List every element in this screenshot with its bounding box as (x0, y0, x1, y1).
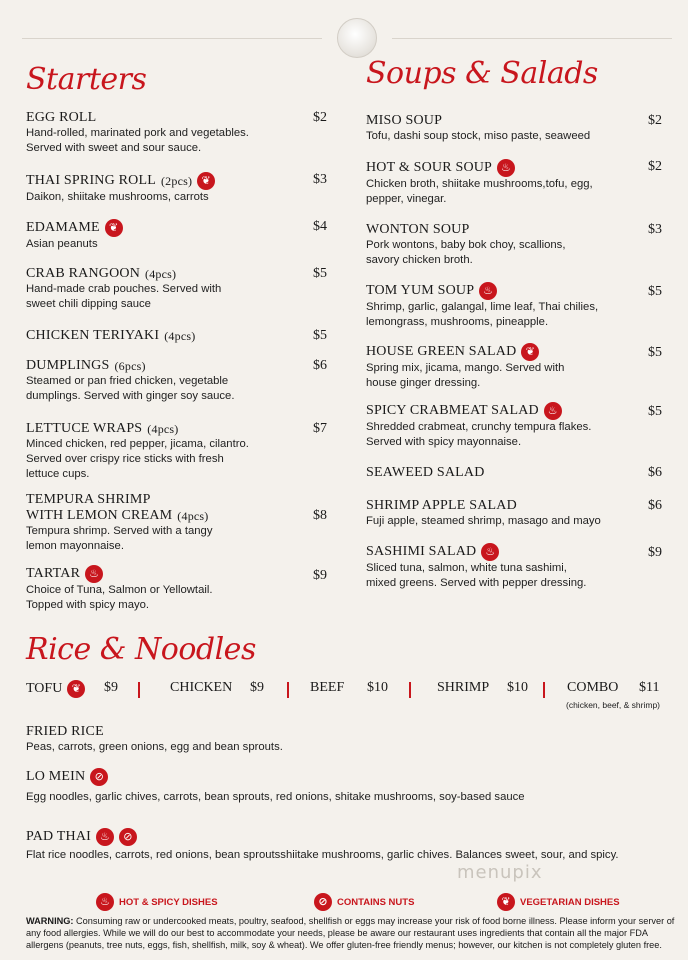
menu-item-hot-sour-soup (366, 159, 646, 207)
top-divider-right (392, 38, 672, 39)
watermark: menupix (457, 862, 543, 883)
item-name: MISO SOUP (366, 113, 443, 128)
starters-title: Starters (26, 62, 147, 97)
item-name: SEAWEED SALAD (366, 465, 485, 480)
item-name: SASHIMI SALAD (366, 544, 477, 559)
item-qty: (4pcs) (177, 508, 209, 523)
protein-price: $9 (104, 680, 118, 695)
menu-item-pad-thai (26, 828, 686, 863)
item-desc: Tempura shrimp. Served with a tangy (26, 525, 213, 537)
flame-icon: ♨ (96, 893, 114, 911)
item-desc: Peas, carrots, green onions, egg and bean sprouts. (26, 741, 283, 753)
item-name: FRIED RICE (26, 724, 104, 739)
item-desc: Hand-rolled, marinated pork and vegetables. (26, 127, 249, 139)
item-desc: Sliced tuna, salmon, white tuna sashimi, (366, 562, 567, 574)
item-name: LO MEIN (26, 769, 86, 784)
item-price: $2 (648, 113, 662, 128)
item-name: CHICKEN TERIYAKI (26, 328, 160, 343)
item-desc: lemongrass, mushrooms, pineapple. (366, 316, 549, 328)
divider (409, 682, 411, 698)
flame-icon: ♨ (479, 282, 497, 300)
item-name: WONTON SOUP (366, 222, 470, 237)
menu-item-lo-mein (26, 768, 666, 805)
nut-icon: ⊘ (314, 893, 332, 911)
rice-noodles-title: Rice & Noodles (26, 632, 256, 667)
item-name: THAI SPRING ROLL (26, 173, 156, 188)
menu-item-house-green-salad (366, 343, 646, 391)
menu-item-fried-rice (26, 724, 666, 755)
warning-text: Consuming raw or undercooked meats, poultry, seafood, shellfish or eggs may increase your risk of food borne illness. Please inform your server of any food allergies. While we will do our best to accommodate your needs, please be aware our restaurant uses ingredients that contain all the major FDA allergens (peanuts, tree nuts, eggs, fish, shellfish, milk, soy & wheat). We offer gluten-free friendly menus; however, our kitchen is not completely gluten free. (26, 916, 675, 950)
restaurant-seal (337, 18, 377, 58)
protein-price: $9 (250, 680, 264, 695)
item-qty: (4pcs) (147, 421, 179, 436)
protein-shrimp: SHRIMP (437, 680, 490, 695)
item-name: EGG ROLL (26, 110, 97, 125)
menu-item-tartar (26, 565, 316, 613)
menu-item-shrimp-apple-salad (366, 498, 646, 529)
menu-item-thai-spring-roll (26, 172, 316, 205)
menu-item-wonton-soup (366, 222, 646, 268)
item-qty: (6pcs) (114, 358, 146, 373)
item-desc: lemon mayonnaise. (26, 540, 124, 552)
item-desc: Shrimp, garlic, galangal, lime leaf, Thai chilies, (366, 301, 599, 313)
soups-salads-title: Soups & Salads (366, 56, 598, 91)
flame-icon: ♨ (544, 402, 562, 420)
item-desc: Daikon, shiitake mushrooms, carrots (26, 191, 209, 203)
item-desc: Tofu, dashi soup stock, miso paste, seaweed (366, 130, 591, 142)
item-price: $5 (648, 404, 662, 419)
item-desc: Egg noodles, garlic chives, carrots, bean sprouts, red onions, shitake mushrooms, soy-based sauce (26, 791, 525, 803)
item-desc: mixed greens. Served with pepper dressing. (366, 577, 587, 589)
item-desc: savory chicken broth. (366, 254, 473, 266)
item-name: SPICY CRABMEAT SALAD (366, 403, 539, 418)
item-name: PAD THAI (26, 829, 92, 844)
item-desc: lettuce cups. (26, 468, 90, 480)
menu-item-egg-roll (26, 110, 316, 156)
nut-icon: ⊘ (119, 828, 137, 846)
menu-item-sashimi-salad (366, 543, 646, 591)
item-desc: Fuji apple, steamed shrimp, masago and mayo (366, 515, 601, 527)
protein-combo: COMBO (567, 680, 619, 695)
divider (138, 682, 140, 698)
item-price: $4 (313, 219, 327, 234)
combo-note: (chicken, beef, & shrimp) (566, 700, 661, 710)
protein-beef: BEEF (310, 680, 345, 695)
divider (543, 682, 545, 698)
item-desc: Chicken broth, shiitake mushrooms,tofu, egg, (366, 178, 593, 190)
item-desc: Flat rice noodles, carrots, red onions, bean sproutsshiitake mushrooms, garlic chives. Balances sweet, sour, and spicy. (26, 849, 619, 861)
item-name: TOM YUM SOUP (366, 283, 475, 298)
protein-chicken: CHICKEN (170, 680, 233, 695)
item-name: SHRIMP APPLE SALAD (366, 498, 517, 513)
item-name: TARTAR (26, 566, 81, 581)
protein-price: $11 (639, 680, 660, 695)
item-name: HOT & SOUR SOUP (366, 160, 493, 175)
protein-price: $10 (507, 680, 528, 695)
menu-item-spicy-crabmeat-salad (366, 402, 646, 450)
item-price: $5 (313, 266, 327, 281)
item-price: $7 (313, 421, 327, 436)
flame-icon: ♨ (96, 828, 114, 846)
item-desc: Steamed or pan fried chicken, vegetable (26, 375, 229, 387)
item-desc: dumplings. Served with ginger soy sauce. (26, 390, 235, 402)
item-price: $2 (648, 159, 662, 174)
item-desc: sweet chili dipping sauce (26, 298, 151, 310)
item-price: $9 (313, 568, 327, 583)
menu-item-miso-soup (366, 113, 646, 144)
item-price: $2 (313, 110, 327, 125)
leaf-icon: ❦ (497, 893, 515, 911)
item-price: $6 (648, 465, 662, 480)
item-desc: Spring mix, jicama, mango. Served with (366, 362, 565, 374)
legend-spicy: ♨ HOT & SPICY DISHES (96, 893, 218, 911)
item-name-line2: WITH LEMON CREAM (26, 508, 173, 523)
leaf-icon: ❦ (105, 219, 123, 237)
protein-price-row (26, 680, 676, 710)
item-price: $6 (313, 358, 327, 373)
item-desc: Shredded crabmeat, crunchy tempura flakes. (366, 421, 592, 433)
warning-label: WARNING: (26, 916, 74, 926)
flame-icon: ♨ (497, 159, 515, 177)
leaf-icon: ❦ (521, 343, 539, 361)
protein-tofu: TOFU ❦ (26, 680, 85, 698)
item-qty: (4pcs) (145, 266, 177, 281)
menu-item-edamame (26, 219, 316, 252)
menu-item-tempura-shrimp (26, 492, 316, 554)
item-qty: (4pcs) (164, 328, 196, 343)
item-qty: (2pcs) (160, 173, 193, 188)
item-desc: Asian peanuts (26, 238, 98, 250)
top-divider-left (22, 38, 322, 39)
menu-item-tom-yum-soup (366, 282, 646, 330)
item-name: HOUSE GREEN SALAD (366, 344, 517, 359)
nut-icon: ⊘ (90, 768, 108, 786)
menu-item-crab-rangoon (26, 266, 316, 312)
item-desc: Served with spicy mayonnaise. (366, 436, 522, 448)
flame-icon: ♨ (85, 565, 103, 583)
leaf-icon: ❦ (67, 680, 85, 698)
menu-item-lettuce-wraps (26, 421, 316, 482)
item-price: $9 (648, 545, 662, 560)
item-name: CRAB RANGOON (26, 266, 141, 281)
item-desc: Pork wontons, baby bok choy, scallions, (366, 239, 566, 251)
item-price: $3 (313, 172, 327, 187)
leaf-icon: ❦ (197, 172, 215, 190)
item-name: DUMPLINGS (26, 358, 110, 373)
legend-nuts: ⊘ CONTAINS NUTS (314, 893, 414, 911)
item-desc: Topped with spicy mayo. (26, 599, 150, 611)
item-desc: Served with sweet and sour sauce. (26, 142, 202, 154)
item-desc: pepper, vinegar. (366, 193, 447, 205)
allergy-warning (26, 915, 686, 951)
item-desc: Served over crispy rice sticks with fresh (26, 453, 224, 465)
item-price: $5 (313, 328, 327, 343)
menu-item-chicken-teriyaki (26, 328, 316, 344)
item-name: LETTUCE WRAPS (26, 421, 143, 436)
item-desc: Minced chicken, red pepper, jicama, cilantro. (26, 438, 249, 450)
item-desc: Choice of Tuna, Salmon or Yellowtail. (26, 584, 213, 596)
item-price: $8 (313, 508, 327, 523)
menu-item-seaweed-salad (366, 465, 646, 481)
item-price: $5 (648, 345, 662, 360)
item-desc: house ginger dressing. (366, 377, 481, 389)
item-price: $6 (648, 498, 662, 513)
item-price: $3 (648, 222, 662, 237)
protein-price: $10 (367, 680, 388, 695)
flame-icon: ♨ (481, 543, 499, 561)
item-price: $5 (648, 284, 662, 299)
divider (287, 682, 289, 698)
item-name: TEMPURA SHRIMP (26, 492, 151, 507)
item-name: EDAMAME (26, 220, 100, 235)
item-desc: Hand-made crab pouches. Served with (26, 283, 222, 295)
legend-vegetarian: ❦ VEGETARIAN DISHES (497, 893, 620, 911)
menu-item-dumplings (26, 358, 316, 404)
